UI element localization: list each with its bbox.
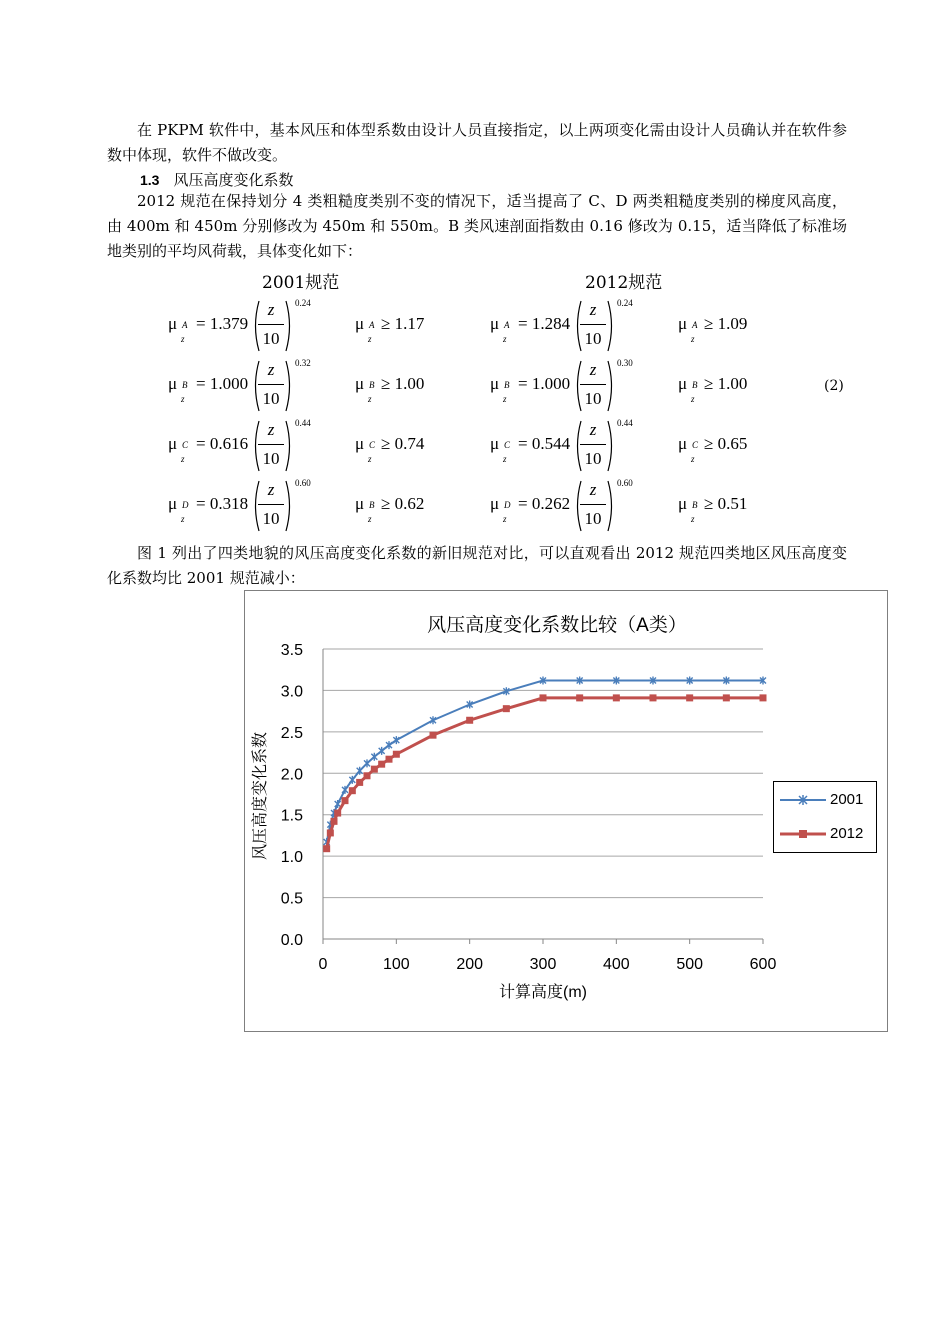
limit-2001-row-1 [355, 298, 455, 354]
data-point-2001 [379, 747, 385, 755]
class-superscript: A [504, 320, 510, 330]
ratio-numerator: z [589, 480, 597, 499]
ratio-denominator: 10 [262, 449, 280, 468]
legend-item-2001 [774, 790, 876, 810]
paragraph-figure-intro: 图 1 列出了四类地貌的风压高度变化系数的新旧规范对比，可以直观看出 2012 规范四类地区风压高度变化系数均比 2001 规范减小： [107, 544, 847, 587]
data-point-2012 [371, 766, 378, 773]
right-paren [285, 300, 293, 352]
z-subscript: z [503, 454, 507, 464]
fraction-bar [580, 384, 606, 385]
data-point-2012 [378, 761, 385, 768]
fraction-bar [580, 444, 606, 445]
fraction-bar [258, 504, 284, 505]
limit-2012-row-3 [678, 418, 778, 474]
ratio-denominator: 10 [584, 509, 602, 528]
height-ratio [258, 298, 284, 351]
data-point-2012 [503, 705, 510, 712]
exponent: 0.60 [617, 478, 633, 488]
fraction-bar [258, 384, 284, 385]
ratio-denominator: 10 [262, 389, 280, 408]
right-paren [607, 300, 615, 352]
z-subscript: z [503, 394, 507, 404]
coefficient: = 1.284 [518, 314, 571, 333]
mu-symbol: μ [490, 434, 500, 453]
formula-2012-row-3 [490, 418, 650, 474]
data-point-2012 [540, 694, 547, 701]
data-point-2012 [349, 787, 356, 794]
height-ratio [258, 418, 284, 471]
formula-2001-row-2 [168, 358, 328, 414]
legend-swatch-2001 [780, 792, 828, 808]
data-point-2012 [386, 756, 393, 763]
exponent: 0.24 [295, 298, 311, 308]
coefficient: = 0.262 [518, 494, 571, 513]
class-superscript: C [182, 440, 189, 450]
ratio-numerator: z [267, 300, 275, 319]
exponent: 0.44 [295, 418, 311, 428]
minimum-value: ≥ 0.62 [381, 494, 425, 513]
y-tick-label: 0.5 [280, 890, 303, 908]
data-point-2001 [342, 786, 348, 794]
right-paren [607, 360, 615, 412]
coefficient: = 1.000 [518, 374, 571, 393]
coefficient: = 0.616 [196, 434, 249, 453]
class-superscript: B [369, 380, 375, 390]
mu-symbol: μ [678, 434, 688, 453]
formula-2001-row-4 [168, 478, 328, 534]
column-heading-2001: 2001规范 [262, 273, 340, 293]
ratio-numerator: z [589, 300, 597, 319]
height-ratio [580, 418, 606, 471]
coefficient: = 1.000 [196, 374, 249, 393]
x-axis-label: 计算高度(m) [499, 984, 587, 1001]
mu-symbol: μ [490, 494, 500, 513]
z-subscript: z [503, 334, 507, 344]
height-ratio [258, 478, 284, 531]
data-point-2012 [331, 818, 338, 825]
minimum-value: ≥ 1.09 [704, 314, 748, 333]
right-paren [285, 480, 293, 532]
data-point-2012 [342, 797, 349, 804]
z-subscript: z [368, 334, 372, 344]
z-subscript: z [181, 514, 185, 524]
limit-2001-row-2 [355, 358, 455, 414]
ratio-numerator: z [267, 480, 275, 499]
legend-item-2012 [774, 824, 876, 844]
section-heading [140, 169, 293, 190]
limit-2001-row-4 [355, 478, 455, 534]
coefficient: = 0.544 [518, 434, 571, 453]
data-point-2001 [364, 759, 370, 767]
exponent: 0.30 [617, 358, 633, 368]
data-point-2012 [686, 694, 693, 701]
section-title: 风压高度变化系数 [173, 171, 294, 189]
class-superscript: B [692, 380, 698, 390]
chart-title: 风压高度变化系数比较（A类） [427, 615, 687, 636]
ratio-denominator: 10 [262, 329, 280, 348]
right-paren [285, 420, 293, 472]
z-subscript: z [181, 454, 185, 464]
mu-symbol: μ [490, 374, 500, 393]
y-tick-label: 0.0 [280, 932, 303, 949]
exponent: 0.24 [617, 298, 633, 308]
x-tick-label: 300 [529, 956, 557, 973]
chart-container [244, 590, 888, 1032]
ratio-numerator: z [267, 420, 275, 439]
minimum-value: ≥ 1.17 [381, 314, 425, 333]
class-superscript: A [182, 320, 188, 330]
minimum-value: ≥ 0.65 [704, 434, 748, 453]
mu-symbol: μ [168, 434, 178, 453]
ratio-denominator: 10 [262, 509, 280, 528]
data-point-2012 [466, 717, 473, 724]
height-ratio [580, 358, 606, 411]
x-tick-label: 500 [676, 956, 704, 973]
y-tick-label: 1.0 [280, 849, 303, 867]
y-tick-label: 3.5 [280, 642, 303, 659]
formula-2012-row-2 [490, 358, 650, 414]
data-point-2012 [356, 779, 363, 786]
z-subscript: z [368, 394, 372, 404]
x-tick-label: 100 [382, 956, 410, 973]
data-point-2012 [327, 829, 334, 836]
exponent: 0.44 [617, 418, 633, 428]
formula-2012-row-1 [490, 298, 650, 354]
mu-symbol: μ [168, 374, 178, 393]
chart-legend [773, 781, 877, 853]
class-superscript: D [504, 500, 511, 510]
height-ratio [580, 298, 606, 351]
class-superscript: B [692, 500, 698, 510]
mu-symbol: μ [355, 434, 365, 453]
class-superscript: B [182, 380, 188, 390]
data-point-2012 [650, 694, 657, 701]
data-point-2001 [349, 776, 355, 784]
y-tick-label: 2.0 [280, 766, 303, 784]
section-number: 1.3 [140, 172, 160, 188]
data-point-2012 [334, 810, 341, 817]
data-point-2012 [430, 732, 437, 739]
ratio-denominator: 10 [584, 449, 602, 468]
z-subscript: z [181, 394, 185, 404]
z-subscript: z [691, 514, 695, 524]
formula-2001-row-3 [168, 418, 328, 474]
class-superscript: C [692, 440, 699, 450]
data-point-2001 [371, 753, 377, 761]
data-point-2001 [393, 736, 399, 744]
mu-symbol: μ [490, 314, 500, 333]
mu-symbol: μ [355, 314, 365, 333]
y-tick-label: 2.5 [280, 724, 303, 742]
fraction-bar [580, 324, 606, 325]
y-axis-label: 风压高度变化系数 [252, 731, 269, 861]
legend-label-2012: 2012 [830, 825, 864, 842]
mu-symbol: μ [355, 374, 365, 393]
ratio-denominator: 10 [584, 389, 602, 408]
mu-symbol: μ [168, 494, 178, 513]
class-superscript: B [504, 380, 510, 390]
ratio-denominator: 10 [584, 329, 602, 348]
mu-symbol: μ [678, 494, 688, 513]
mu-symbol: μ [168, 314, 178, 333]
z-subscript: z [181, 334, 185, 344]
y-tick-label: 3.0 [280, 683, 303, 701]
x-tick-label: 600 [749, 956, 777, 973]
mu-symbol: μ [678, 374, 688, 393]
z-subscript: z [691, 334, 695, 344]
z-subscript: z [368, 454, 372, 464]
fraction-bar [258, 324, 284, 325]
right-paren [607, 480, 615, 532]
class-superscript: C [504, 440, 511, 450]
class-superscript: A [692, 320, 698, 330]
formula-2012-row-4 [490, 478, 650, 534]
x-tick-label: 0 [318, 956, 328, 973]
exponent: 0.60 [295, 478, 311, 488]
exponent: 0.32 [295, 358, 311, 368]
minimum-value: ≥ 1.00 [381, 374, 425, 393]
data-point-2012 [760, 694, 767, 701]
class-superscript: A [369, 320, 375, 330]
class-superscript: B [369, 500, 375, 510]
minimum-value: ≥ 1.00 [704, 374, 748, 393]
limit-2012-row-2 [678, 358, 778, 414]
data-point-2012 [393, 751, 400, 758]
limit-2012-row-4 [678, 478, 778, 534]
legend-swatch-2012 [780, 826, 828, 842]
data-point-2001 [357, 767, 363, 775]
equation-number: (2) [824, 378, 844, 394]
data-point-2012 [323, 845, 330, 852]
coefficient: = 1.379 [196, 314, 249, 333]
z-subscript: z [691, 454, 695, 464]
ratio-numerator: z [267, 360, 275, 379]
paragraph-code-change: 2012 规范在保持划分 4 类粗糙度类别不变的情况下，适当提高了 C、D 两类粗糙度类别的梯度风高度，由 400m 和 450m 分别修改为 450m 和 550m。B 类风速剖面指数由 0.16 修改为 0.15，适当降低了标准场地类别的平均风荷载，具体变化如下： [107, 192, 847, 260]
ratio-numerator: z [589, 360, 597, 379]
z-subscript: z [691, 394, 695, 404]
right-paren [285, 360, 293, 412]
z-subscript: z [368, 514, 372, 524]
data-point-2001 [386, 741, 392, 749]
class-superscript: C [369, 440, 376, 450]
x-tick-label: 200 [456, 956, 484, 973]
limit-2012-row-1 [678, 298, 778, 354]
limit-2001-row-3 [355, 418, 455, 474]
data-point-2012 [723, 694, 730, 701]
minimum-value: ≥ 0.74 [381, 434, 425, 453]
height-ratio [580, 478, 606, 531]
data-point-2012 [613, 694, 620, 701]
paragraph-pkpm: 在 PKPM 软件中，基本风压和体型系数由设计人员直接指定，以上两项变化需由设计人员确认并在软件参数中体现，软件不做改变。 [107, 121, 847, 164]
formula-2001-row-1 [168, 298, 328, 354]
z-subscript: z [503, 514, 507, 524]
fraction-bar [580, 504, 606, 505]
legend-label-2001: 2001 [830, 791, 864, 808]
ratio-numerator: z [589, 420, 597, 439]
mu-symbol: μ [678, 314, 688, 333]
x-tick-label: 400 [602, 956, 630, 973]
column-heading-2012: 2012规范 [585, 273, 663, 293]
minimum-value: ≥ 0.51 [704, 494, 748, 513]
data-point-2012 [576, 694, 583, 701]
class-superscript: D [182, 500, 189, 510]
coefficient: = 0.318 [196, 494, 249, 513]
mu-symbol: μ [355, 494, 365, 513]
fraction-bar [258, 444, 284, 445]
height-ratio [258, 358, 284, 411]
right-paren [607, 420, 615, 472]
data-point-2012 [364, 772, 371, 779]
y-tick-label: 1.5 [280, 807, 303, 825]
